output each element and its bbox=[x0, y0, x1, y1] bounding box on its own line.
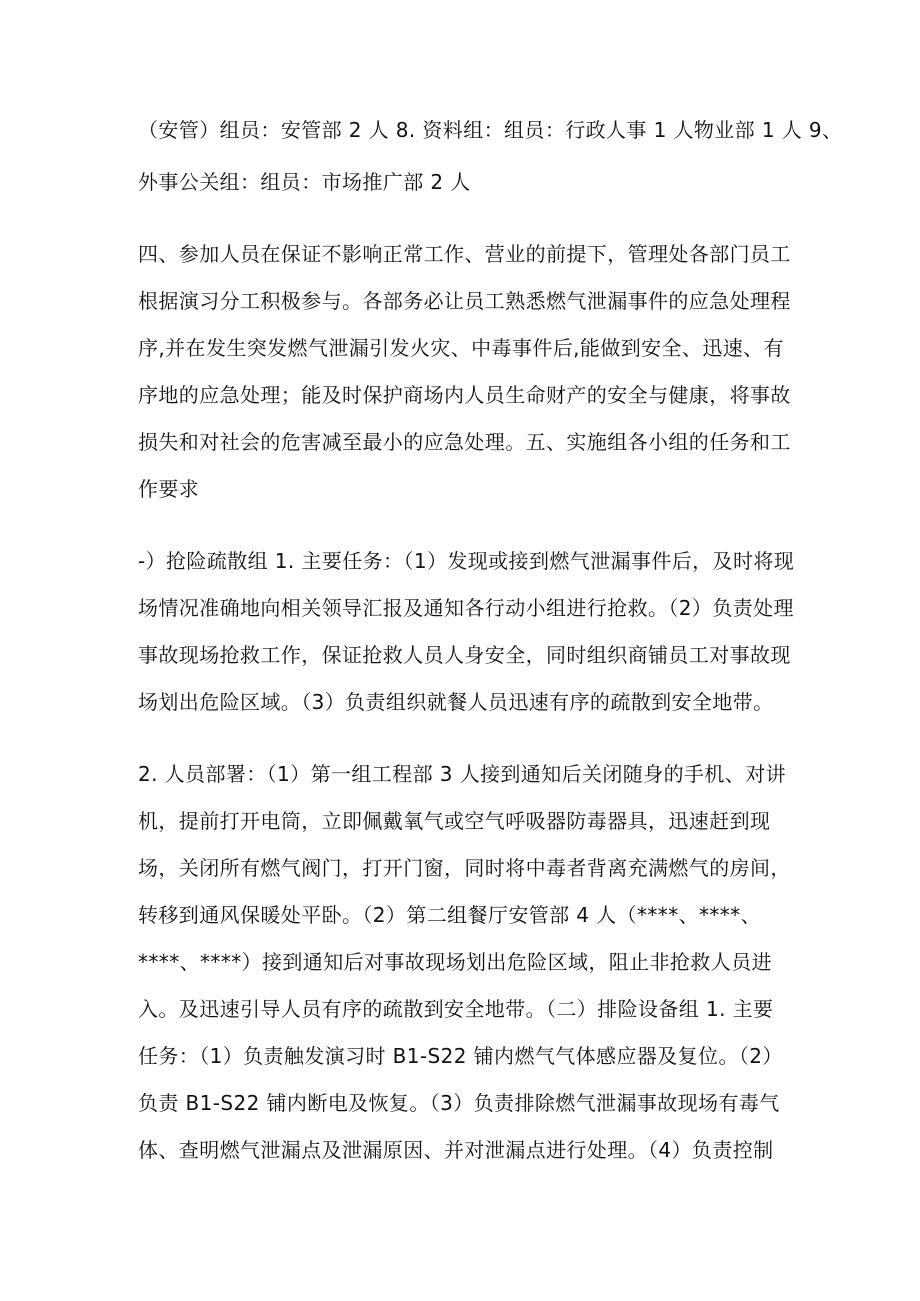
text-line: 场划出危险区域。（3）负责组织就餐人员迅速有序的疏散到安全地带。 bbox=[138, 690, 774, 714]
text-line: 序,并在发生突发燃气泄漏引发火灾、中毒事件后,能做到安全、迅速、有 bbox=[138, 336, 784, 360]
text-line: 损失和对社会的危害减至最小的应急处理。五、实施组各小组的任务和工 bbox=[138, 430, 791, 454]
text-line: 机，提前打开电筒，立即佩戴氧气或空气呼吸器防毒器具，迅速赶到现 bbox=[138, 809, 771, 833]
text-line: 入。及迅速引导人员有序的疏散到安全地带。（二）排险设备组 1. 主要 bbox=[138, 997, 774, 1021]
text-line: 事故现场抢救工作，保证抢救人员人身安全，同时组织商铺员工对事故现 bbox=[138, 643, 791, 667]
text-line: ****、****）接到通知后对事故现场划出危险区域，阻止非抢救人员进 bbox=[138, 950, 772, 974]
text-line: 作要求 bbox=[138, 477, 200, 501]
text-line: 体、查明燃气泄漏点及泄漏原因、并对泄漏点进行处理。（4）负责控制 bbox=[138, 1138, 774, 1162]
text-line: 2. 人员部署：（1）第一组工程部 3 人接到通知后关闭随身的手机、对讲 bbox=[138, 762, 787, 786]
text-line: 转移到通风保暖处平卧。（2）第二组餐厅安管部 4 人（****、****、 bbox=[138, 903, 761, 927]
text-line: 场，关闭所有燃气阀门，打开门窗，同时将中毒者背离充满燃气的房间， bbox=[138, 856, 791, 880]
text-line: 任务：（1）负责触发演习时 B1-S22 铺内燃气气体感应器及复位。（2） bbox=[138, 1044, 783, 1068]
text-line: 负责 B1-S22 铺内断电及恢复。（3）负责排除燃气泄漏事故现场有毒气 bbox=[138, 1091, 780, 1115]
text-line: -）抢险疏散组 1. 主要任务：（1）发现或接到燃气泄漏事件后，及时将现 bbox=[138, 549, 795, 573]
text-line: 外事公关组：组员：市场推广部 2 人 bbox=[138, 170, 471, 194]
text-line: 四、参加人员在保证不影响正常工作、营业的前提下，管理处各部门员工 bbox=[138, 242, 791, 266]
text-line: 序地的应急处理；能及时保护商场内人员生命财产的安全与健康，将事故 bbox=[138, 383, 791, 407]
text-line: （安管）组员：安管部 2 人 8. 资料组：组员：行政人事 1 人物业部 1 人 9、 bbox=[138, 118, 843, 142]
text-line: 场情况准确地向相关领导汇报及通知各行动小组进行抢救。（2）负责处理 bbox=[138, 596, 794, 620]
text-line: 根据演习分工积极参与。各部务必让员工熟悉燃气泄漏事件的应急处理程 bbox=[138, 289, 791, 313]
